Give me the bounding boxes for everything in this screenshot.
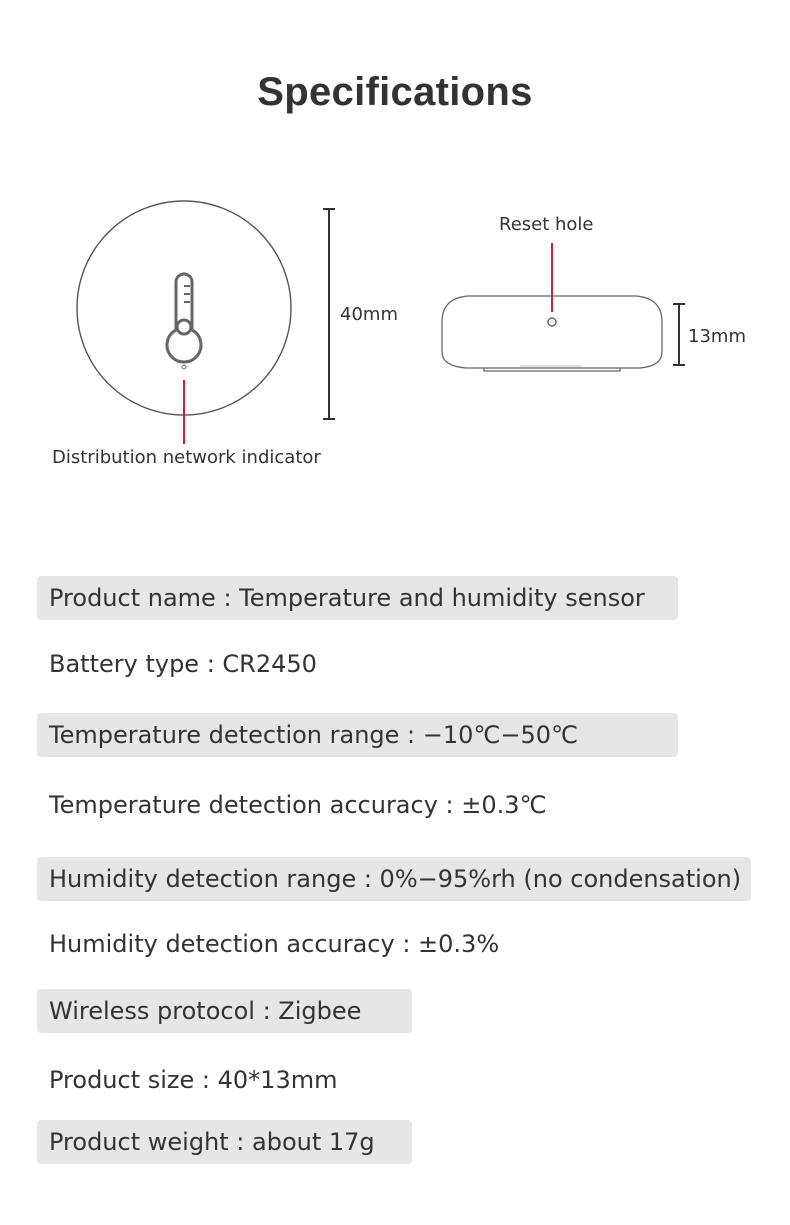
spec-row-product-name: Product name : Temperature and humidity sensor [37,576,678,620]
indicator-dot [182,365,186,369]
indicator-label: Distribution network indicator [52,447,321,468]
product-diagram [0,180,790,480]
spec-row-battery-type: Battery type : CR2450 [49,650,317,678]
spec-row-wireless-protocol: Wireless protocol : Zigbee [37,989,412,1033]
thickness-dimension-label: 13mm [688,326,746,347]
reset-hole [548,318,556,326]
spec-row-humidity-accuracy: Humidity detection accuracy : ±0.3% [49,930,500,958]
height-dimension-label: 40mm [340,304,398,325]
height-dimension-line [323,209,335,419]
spec-row-product-weight: Product weight : about 17g [37,1120,412,1164]
spec-row-temperature-range: Temperature detection range : −10℃−50℃ [37,713,678,757]
page-title: Specifications [257,70,533,114]
spec-row-product-size: Product size : 40*13mm [49,1066,338,1094]
reset-hole-label: Reset hole [499,214,594,235]
spec-row-temperature-accuracy: Temperature detection accuracy : ±0.3℃ [49,791,547,819]
spec-row-humidity-range: Humidity detection range : 0%−95%rh (no condensation) [37,857,751,901]
thickness-dimension-line [673,304,685,365]
